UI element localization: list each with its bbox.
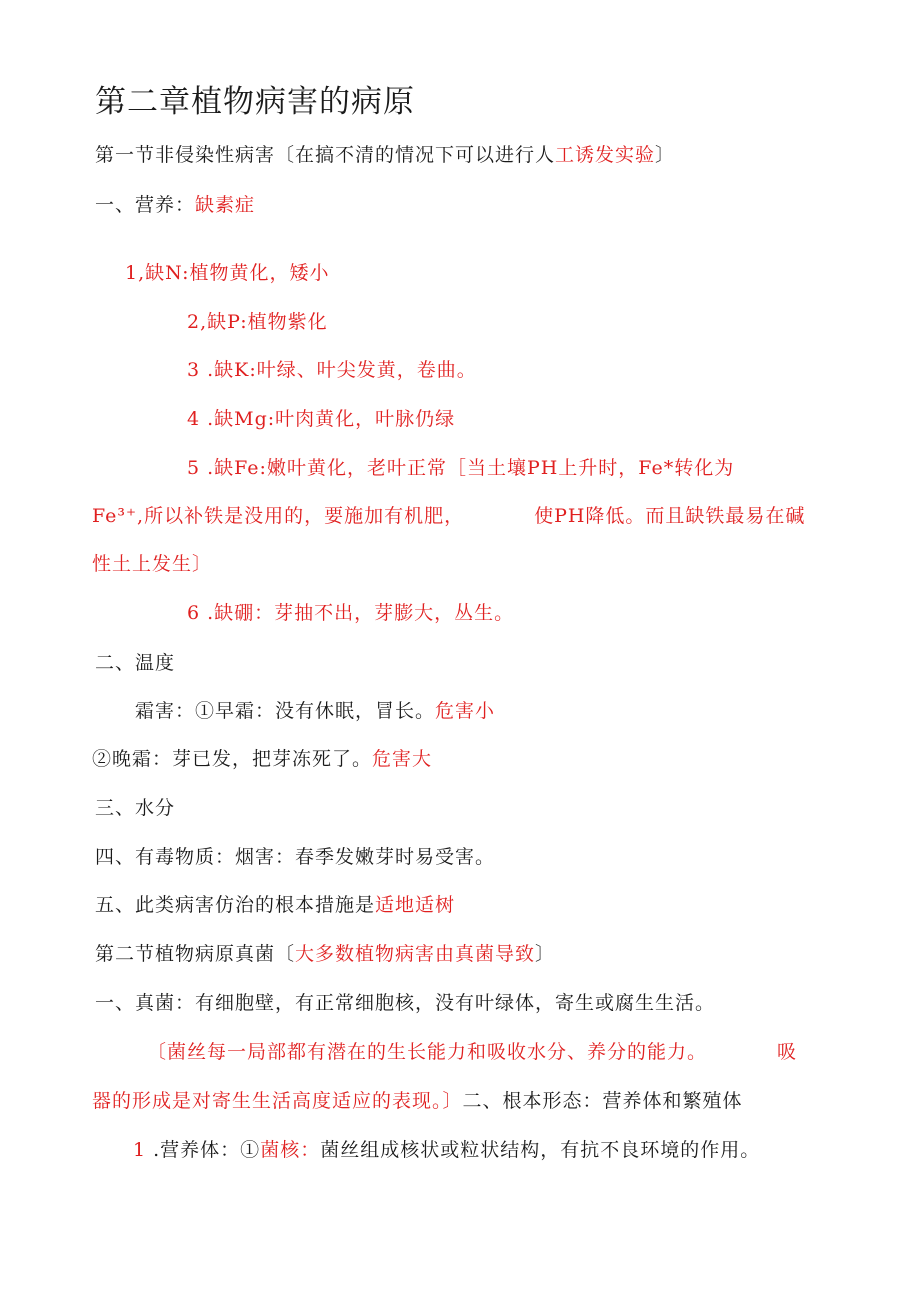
prevention-line (95, 893, 455, 917)
vegetative-num: 1 (133, 1139, 147, 1161)
frost-early-text: 霜害：①早霜：没有休眠，冒长。 (135, 700, 436, 722)
nutrition-red: 缺素症 (195, 194, 256, 216)
frost-late-red: 危害大 (372, 748, 433, 770)
item-k: 3 .缺K:叶绿、叶尖发黄，卷曲。 (187, 359, 477, 381)
vegetative-text: 菌丝组成核状或粒状结构，有抗不良环境的作用。 (320, 1139, 761, 1161)
prevention-text: 五、此类病害仿治的根本措施是 (95, 894, 376, 916)
frost-early-red: 危害小 (435, 700, 496, 722)
section2-heading-red: 大多数植物病害由真菌导致 (295, 943, 536, 965)
temperature-label: 二、温度 (95, 652, 176, 674)
item-fe-continued (92, 504, 805, 528)
item-p: 2,缺P:植物紫化 (187, 311, 328, 333)
item-fe: 5 .缺Fe:嫩叶黄化，老叶正常［当土壤PH上升时，Fe*转化为 (187, 457, 735, 479)
section1-heading (95, 143, 675, 167)
fungi-note (147, 1040, 797, 1064)
fungi-note-b: 吸 (777, 1041, 798, 1063)
page-title: 第二章植物病害的病原 (95, 84, 415, 120)
section1-heading-red: 工诱发实验 (555, 144, 656, 166)
nutrition-label: 一、营养： (95, 194, 196, 216)
item-n (125, 261, 330, 285)
section1-heading-text: 第一节非侵染性病害〔在搞不清的情况下可以进行人 (95, 144, 556, 166)
water-label: 三、水分 (95, 797, 176, 819)
item-n-num: 1, (125, 262, 146, 284)
vegetative-line (133, 1138, 760, 1162)
frost-early (135, 699, 495, 723)
fungi-definition: 一、真菌：有细胞壁，有正常细胞核，没有叶绿体，寄生或腐生生活。 (95, 992, 716, 1014)
item-fe-cont-a: Fe³⁺,所以补铁是没用的，要施加有机肥， (92, 505, 465, 527)
fungi-note-c: 器的形成是对寄生生活高度适应的表现。〕 (92, 1090, 463, 1112)
nutrition-line (95, 193, 255, 217)
item-boron: 6 .缺硼：芽抽不出，芽膨大，丛生。 (187, 602, 515, 624)
frost-late-text: ②晚霜：芽已发，把芽冻死了。 (92, 748, 373, 770)
fungi-note-a: 〔菌丝每一局部都有潜在的生长能力和吸收水分、养分的能力。 (147, 1041, 708, 1063)
prevention-red: 适地适树 (375, 894, 456, 916)
section2-heading-end: 〕 (535, 943, 556, 965)
section2-heading (95, 942, 555, 966)
fungi-morphology: 二、根本形态：营养体和繁殖体 (462, 1090, 743, 1112)
item-fe-end: 性土上发生〕 (92, 553, 213, 575)
toxic-line: 四、有毒物质：烟害：春季发嫩芽时易受害。 (95, 846, 496, 868)
item-n-text: 缺N:植物黄化，矮小 (145, 262, 330, 284)
vegetative-label: .营养体：① (146, 1139, 261, 1161)
item-mg: 4 .缺Mg:叶肉黄化，叶脉仍绿 (187, 408, 456, 430)
vegetative-red: 菌核： (260, 1139, 321, 1161)
item-fe-cont-b: 使PH降低。而且缺铁最易在碱 (534, 505, 806, 527)
section1-heading-end: 〕 (655, 144, 676, 166)
frost-late (92, 747, 432, 771)
section2-heading-text: 第二节植物病原真菌〔 (95, 943, 296, 965)
fungi-note-end (92, 1089, 743, 1113)
